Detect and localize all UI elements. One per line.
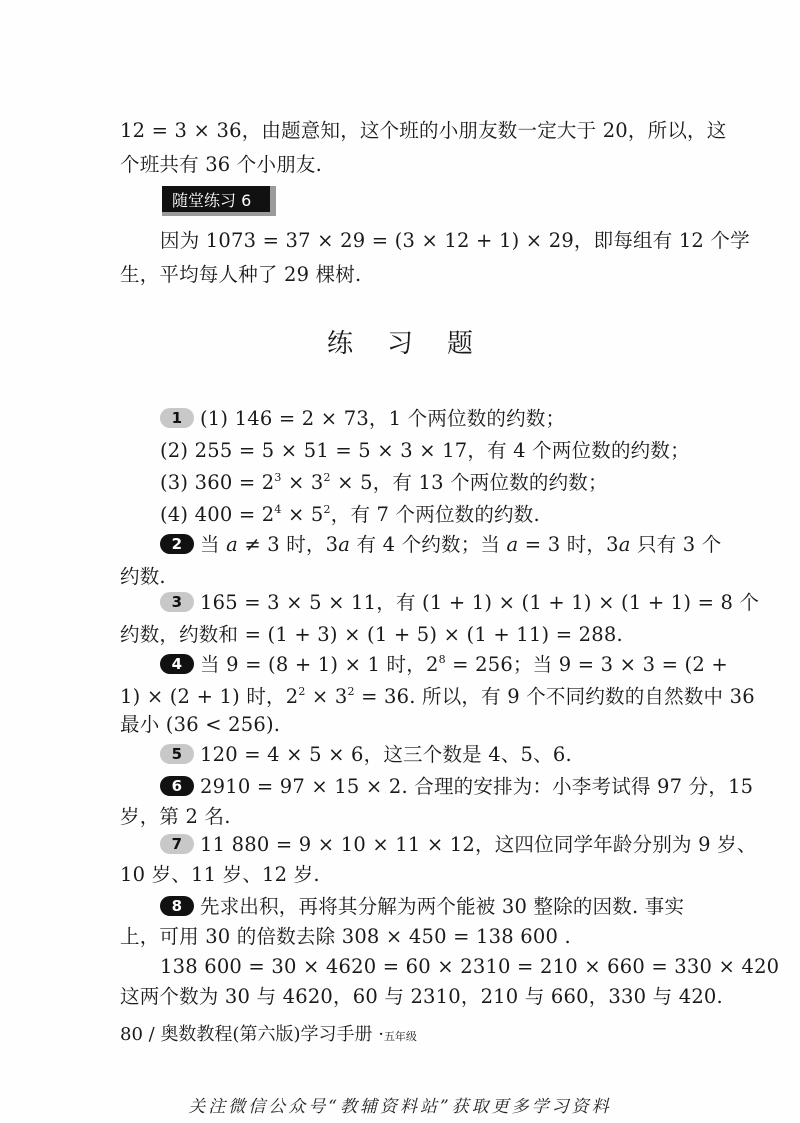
variable: a [338,533,351,556]
variable: a [226,533,238,556]
problem-4-line-3: 最小 (36 < 256). [120,713,281,736]
text-segment: (4) 400 = 2 [160,503,275,526]
text-segment: × 5，有 13 个两位数的约数； [330,471,608,494]
book-title: 奥数教程(第六版)学习手册 · [160,1024,384,1045]
problem-number-badge: 4 [160,654,194,674]
problem-8-line-1 [160,892,690,922]
variable: a [506,533,519,556]
problem-1-line-a [160,404,690,434]
page-number: 80 / [120,1024,155,1045]
problem-6-line-1 [160,772,754,802]
problem-number-badge: 2 [160,534,194,554]
page-footer [120,1022,417,1050]
practice6-line-1: 因为 1073 = 37 × 29 = (3 × 12 + 1) × 29，即每组有 12 个学 [160,229,750,252]
problem-1-text-a: (1) 146 = 2 × 73，1 个两位数的约数； [200,407,566,430]
text-segment: × 3 [281,471,324,494]
problem-8-line-3: 138 600 = 30 × 4620 = 60 × 2310 = 210 × 660 = 330 × 420 [160,955,780,978]
problem-8-line-2: 上，可用 30 的倍数去除 308 × 450 = 138 600 . [120,925,571,948]
text-segment: = 36. 所以，有 9 个不同约数的自然数中 36 [354,685,755,708]
watermark-text: 关注微信公众号“教辅资料站”获取更多学习资料 [188,1097,612,1117]
text-segment: 1) × (2 + 1) 时，2 [120,685,299,708]
text-segment: 当 9 = (8 + 1) × 1 时，2 [200,653,439,676]
problem-3-line-1 [160,588,760,618]
problem-4-line-1 [160,650,728,680]
exponent: 2 [298,685,306,698]
problem-number-badge: 5 [160,744,194,764]
section-heading: 练习题 [326,329,507,359]
text-segment: 当 [200,533,227,556]
text-segment: (3) 360 = 2 [160,471,275,494]
problem-4-line-2 [120,682,755,712]
variable: a [618,533,631,556]
problem-3-line-2: 约数，约数和 = (1 + 3) × (1 + 5) × (1 + 11) = 288. [120,623,623,646]
problem-7-line-1 [160,830,757,860]
section-tag-practice-6: 随堂练习 6 [162,186,276,216]
text-segment: 11 880 = 9 × 10 × 11 × 12，这四位同学年龄分别为 9 岁、 [200,833,757,856]
exponent: 2 [323,471,331,484]
text-segment: 120 = 4 × 5 × 6，这三个数是 4、5、6. [200,743,572,766]
text-segment: 只有 3 个 [630,533,722,556]
text-segment: 先求出积，再将其分解为两个能被 30 整除的因数. 事实 [200,895,685,918]
problem-1-line-d [160,500,690,530]
problem-6-line-2: 岁，第 2 名. [120,805,231,828]
problem-number-badge: 1 [160,408,194,428]
intro-line-1: 12 = 3 × 36，由题意知，这个班的小朋友数一定大于 20，所以，这 [120,119,727,142]
problem-2-line-2: 约数. [120,565,166,588]
grade-label: 五年级 [383,1030,417,1043]
text-segment: ≠ 3 时，3 [237,533,339,556]
problem-5-line-1 [160,740,690,770]
exponent: 2 [323,503,331,516]
text-segment: 有 4 个约数；当 [350,533,507,556]
problem-8-line-4: 这两个数为 30 与 4620，60 与 2310，210 与 660，330 与 420. [120,985,723,1008]
text-segment: ，有 7 个两位数的约数. [330,503,540,526]
text-segment: = 3 时，3 [518,533,619,556]
text-segment: × 3 [305,685,348,708]
text-segment: 165 = 3 × 5 × 11，有 (1 + 1) × (1 + 1) × (1 + 1) = 8 个 [200,591,760,614]
problem-number-badge: 7 [160,834,194,854]
text-segment: = 256；当 9 = 3 × 3 = (2 + [445,653,728,676]
problem-number-badge: 8 [160,896,194,916]
problem-7-line-2: 10 岁、11 岁、12 岁. [120,863,320,886]
problem-number-badge: 6 [160,776,194,796]
text-segment: × 5 [281,503,324,526]
intro-line-2: 个班共有 36 个小朋友. [120,153,323,176]
exponent: 8 [438,653,446,666]
problem-1-line-c [160,468,690,498]
practice6-line-2: 生，平均每人种了 29 棵树. [120,263,362,286]
text-segment: 2910 = 97 × 15 × 2. 合理的安排为：小李考试得 97 分，15 [200,775,754,798]
problem-1-line-b: (2) 255 = 5 × 51 = 5 × 3 × 17，有 4 个两位数的约数； [160,439,690,462]
exponent: 3 [274,471,282,484]
problem-number-badge: 3 [160,592,194,612]
problem-2-line-1 [160,530,722,560]
exponent: 2 [347,685,355,698]
exponent: 4 [274,503,282,516]
